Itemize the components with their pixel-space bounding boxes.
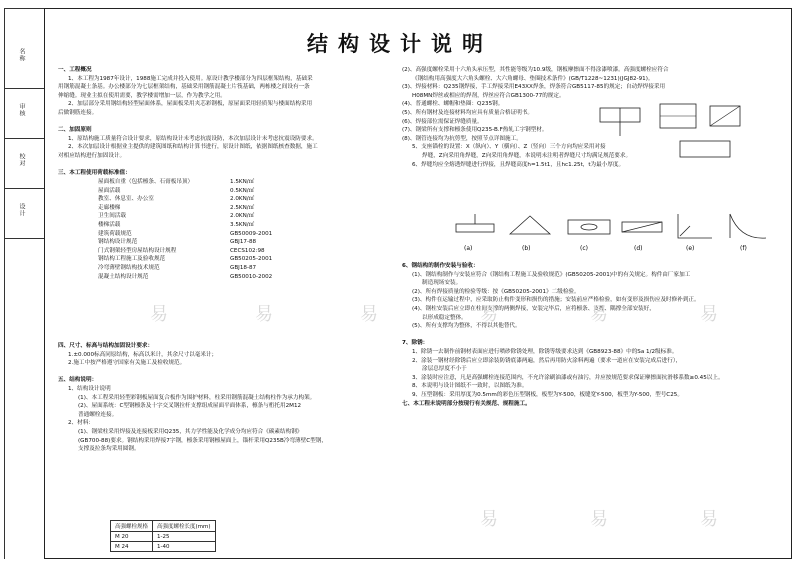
text-line: 1、本工程为1987年设计，1988施工完成并投入使用。原设计教学楼部分为四层框架结构，基础采 [68,75,313,82]
watermark-glyph: 易 [590,509,608,530]
text-line: 2、加层部分采用钢结构轻型屋面体系，屋面板采用夹芯彩钢板，原屋面采用轻质架与楼面结构采用 [68,101,313,108]
text-line: 6、焊缝均应全熔透焊缝进行焊接，且焊缝高度h=1.5t1，且hc1.25t，t为最小厚度。 [412,161,625,168]
text-line: (8)、钢管连接均为抗剪型，按照节点详图施工。 [402,135,522,142]
figure-label: (d) [634,245,643,252]
load-row [58,187,388,196]
load-row [58,204,388,213]
text-line: 七、本工程未说明部分按现行有关规范、规程施工。 [402,400,531,407]
text-line: 以形成稳定整体。 [422,314,467,321]
text-line: (6)、焊接部位需保证焊缝质量。 [402,118,483,125]
load-item: 门式钢架轻型房屋结构设计规程 [98,247,177,254]
watermark-glyph: 易 [480,509,498,530]
figure-label: (f) [740,245,747,252]
load-row [58,264,388,273]
text-line: 普通螺栓连接。 [78,411,118,418]
text-line: (5)、所有支撑均为整体，不得以其他替代。 [412,323,521,330]
load-row [58,221,388,230]
load-value: 3.5KN/㎡ [230,221,255,228]
load-value: GB50009-2001 [230,230,273,237]
text-line: 7、除锈： [402,340,429,347]
text-line: 用钢筋混凝土条基。办公楼部分为七层框架结构，基础采用钢筋混凝土片筏基础，两栋楼之间设有一条 [58,84,310,91]
text-line: 5、支座锚栓的设置：X（纵向）、Y（横向）、Z（竖向）三个方向均应采用对接 [412,144,606,151]
text-line [58,161,388,170]
text-line: (2)、高强度螺栓采用十六角头承压型，其性能等级为10.9级，钢板摩擦面不得涂漆喷漆。高强度螺栓应符合 [402,67,669,73]
load-value: GB50205-2001 [230,256,273,263]
titleblock-label: 设计 [18,203,25,217]
load-row [58,273,388,282]
text-line: 支撑及拉条均采用圆钢。 [78,446,140,453]
watermark-glyph: 易 [150,304,168,325]
text-line: 制造现场安装。 [422,280,462,287]
text-line: 三、本工程使用荷载标准值： [58,170,131,177]
text-line: (3)、构件在运输过程中，应采取防止构件变形和损伤的措施；安装前应严格检验，如有变形及损伤应及时修补到正。 [412,297,700,304]
load-row [58,195,388,204]
weld-detail-sketch [590,96,760,166]
load-item: 教室、休息室、办公室 [98,196,154,203]
load-item: 建筑荷载规范 [98,230,132,237]
text-line: 2、本次加层设计根据业主提供的建筑图纸和结构计算书进行，原设计图纸，依据图纸核查数据，施工 [68,144,318,151]
text-line: 对相应结构进行加固设计。 [58,152,126,159]
load-item: 屋面板自重（包括檩条、石膏板吊顶） [98,179,194,185]
page-title: 结构设计说明 [307,32,493,56]
table-header: 高强度螺栓长度(mm) [153,521,216,532]
text-line: 1、结构设计说明 [68,385,111,392]
text-line: H08MN焊丝或相应的焊剂，焊丝应符合GB1300-77的规定。 [412,92,565,99]
text-line: 2、涂装一钢材经除锈后应立即涂装防锈底漆两遍，然后再用防火涂料两遍（要求一道应在安装完成后进行）， [412,357,682,364]
text-line: 1.±0.000标高同原结构，标高以米计，其余尺寸以毫米计； [68,351,218,358]
text-line: 《钢结构用高强度大六角头螺栓、大六角螺母、垫圈技术条件》(GB/T1228~1231)(JGJ82-91)。 [412,75,654,82]
load-row [58,255,388,264]
watermark-glyph: 易 [700,304,718,325]
text-line: 1、原结构施工质量符合设计要求，原结构设计未考虑抗震设防，本次加层设计未考虑抗震设防要求。 [68,135,318,142]
figure-label: (c) [580,245,588,252]
load-value: 2.5KN/㎡ [230,204,255,211]
watermark-glyph: 易 [590,304,608,325]
load-row [58,212,388,221]
text-line: (2)、屋面系统：C型钢檩条及十字交叉钢拉杆支撑组成屋面平面体系，檩条与桁托用2M12 [78,403,302,410]
text-line: 2.施工中按严格遵守国家有关施工及检收规范。 [68,360,186,367]
load-item: 混凝土结构设计规范 [98,273,149,280]
text-line: 二、加固原则 [58,127,92,134]
left-column-top [58,66,388,178]
load-value: 0.5KN/㎡ [230,187,255,194]
load-item: 走廊楼梯 [98,204,121,211]
text-line: (1)、钢梁柱采用焊接及连接板采用Q235，其力学性能及化学成分均应符合《碳素结构钢》 [78,428,303,435]
text-line: (5)、所有钢材及连接材料均应具有质量合格证明书。 [402,109,533,116]
loads-list [58,178,388,281]
text-line: 2、材料： [68,420,94,427]
figure-label: (a) [464,245,473,252]
text-line: (7)、钢梁所有支撑和檩条使用Q235-B.F热轧工字钢型材。 [402,127,548,134]
text-line: 后做钢筋连接。 [58,109,98,116]
load-value: 1.5KN/㎡ [230,179,255,185]
text-line: 8、本说明与设计图纸不一致时，以图纸为准。 [412,383,528,390]
figure-label: (b) [522,245,531,252]
load-item: 冷弯薄壁钢结构技术规范 [98,264,160,271]
load-row [58,178,388,187]
load-item: 楼梯活载 [98,221,121,228]
load-row [58,247,388,256]
text-line [402,331,787,340]
text-line: 涂层总厚度不小于 [422,366,467,373]
right-column-bottom [402,262,787,408]
load-value: 2.0KN/㎡ [230,196,255,203]
text-line: (1)、本工程采用轻型彩钢板屋面复合板作为围护材料，柱采用钢筋混凝土结构柱作为承力构架。 [78,394,316,401]
text-line: (4)、普通螺栓、螺帽和垫圈：Q235钢。 [402,101,504,108]
text-line: (4)、钢柱安装后应立即在柱间支撑的两侧焊接，安装完毕后，应将檩条、支撑、隅撑全部安装好， [412,305,655,312]
load-value: 2.0KN/㎡ [230,213,255,220]
load-item: 钢结构工程施工及验收规范 [98,256,166,263]
bolt-table [110,520,216,552]
table-cell: 1-40 [153,542,216,552]
text-line: 一、工程概况 [58,67,92,73]
table-cell: 1-25 [153,532,216,542]
titleblock-label: 名称 [18,48,25,62]
load-item: 屋面活载 [98,187,121,194]
figure-label: (e) [686,245,695,252]
text-line: 1、除锈一去制作前钢材表面应进行喷砂除锈处理，除锈等级要求达到《GB8923-88》中的Sa 1/2级标准。 [412,348,678,355]
load-value: CECS102:98 [230,247,265,254]
text-line: 五、结构说明： [58,377,98,384]
text-line: (1)、钢结构制作与安装应符合《钢结构工程施工及验收规范》(GB50205-2001)中的有关规定。构件由厂家加工 [412,271,691,278]
text-line: (GB700-88)要求。钢结构采用焊接7字钢，檩条采用钢檩屋面上，锚杆采用Q235B冷弯薄壁C型钢， [78,437,327,444]
titleblock-label: 审核 [18,103,25,117]
load-value: GBJ18-87 [230,264,257,271]
text-line: 焊缝，Z向采用角焊缝，Z向采用角焊缝，本说明未注明者焊缝尺寸均满足规范要求。 [422,152,632,159]
load-row [58,230,388,239]
watermark-glyph: 易 [360,304,378,325]
load-value: GB50010-2002 [230,273,273,280]
text-line: (3)、焊接材料：Q235钢焊接，手工焊接采用E43XX焊条，焊条符合GB5117-85的规定；自动焊焊接采用 [402,84,666,91]
text-line [58,118,388,127]
left-column-bottom [58,342,388,454]
load-row [58,238,388,247]
titleblock-label: 校对 [18,153,25,167]
table-cell: M 20 [111,532,153,542]
text-line: 伸缩缝。现业主拟在使用需要，教学楼需增加一层，作为教学之用。 [58,92,226,99]
text-line [58,368,388,377]
weld-type-figures [450,210,770,255]
text-line: 四、尺寸、标高与结构加固设计要求： [58,343,154,349]
load-item: 卫生间活载 [98,213,126,220]
load-value: GBJ17-88 [230,239,257,246]
watermark-glyph: 易 [700,509,718,530]
title-block [4,8,44,559]
text-line: 3、涂装时应注意，凡是高强螺栓连接范围内，不允许涂刷油漆或有油污，并应按规范要求保证摩擦面抗滑移系数≥0.45以上。 [412,374,724,381]
watermark-glyph: 易 [480,304,498,325]
text-line: (2)、所有焊接质量的检验等级：按《GB50205-2001》二级检验。 [412,288,580,295]
table-cell: M 24 [111,542,153,552]
watermark-glyph: 易 [255,304,273,325]
text-line: 9、压型钢板：采用厚度为0.5mm的彩色压型钢板，板型为Y-500，板缝宽Y-500，板型为Y-500，型号C25。 [412,391,683,398]
load-item: 钢结构设计规范 [98,239,138,246]
table-header: 高强螺栓规格 [111,521,153,532]
text-line: 6、钢结构的制作安装与验收： [402,263,479,269]
